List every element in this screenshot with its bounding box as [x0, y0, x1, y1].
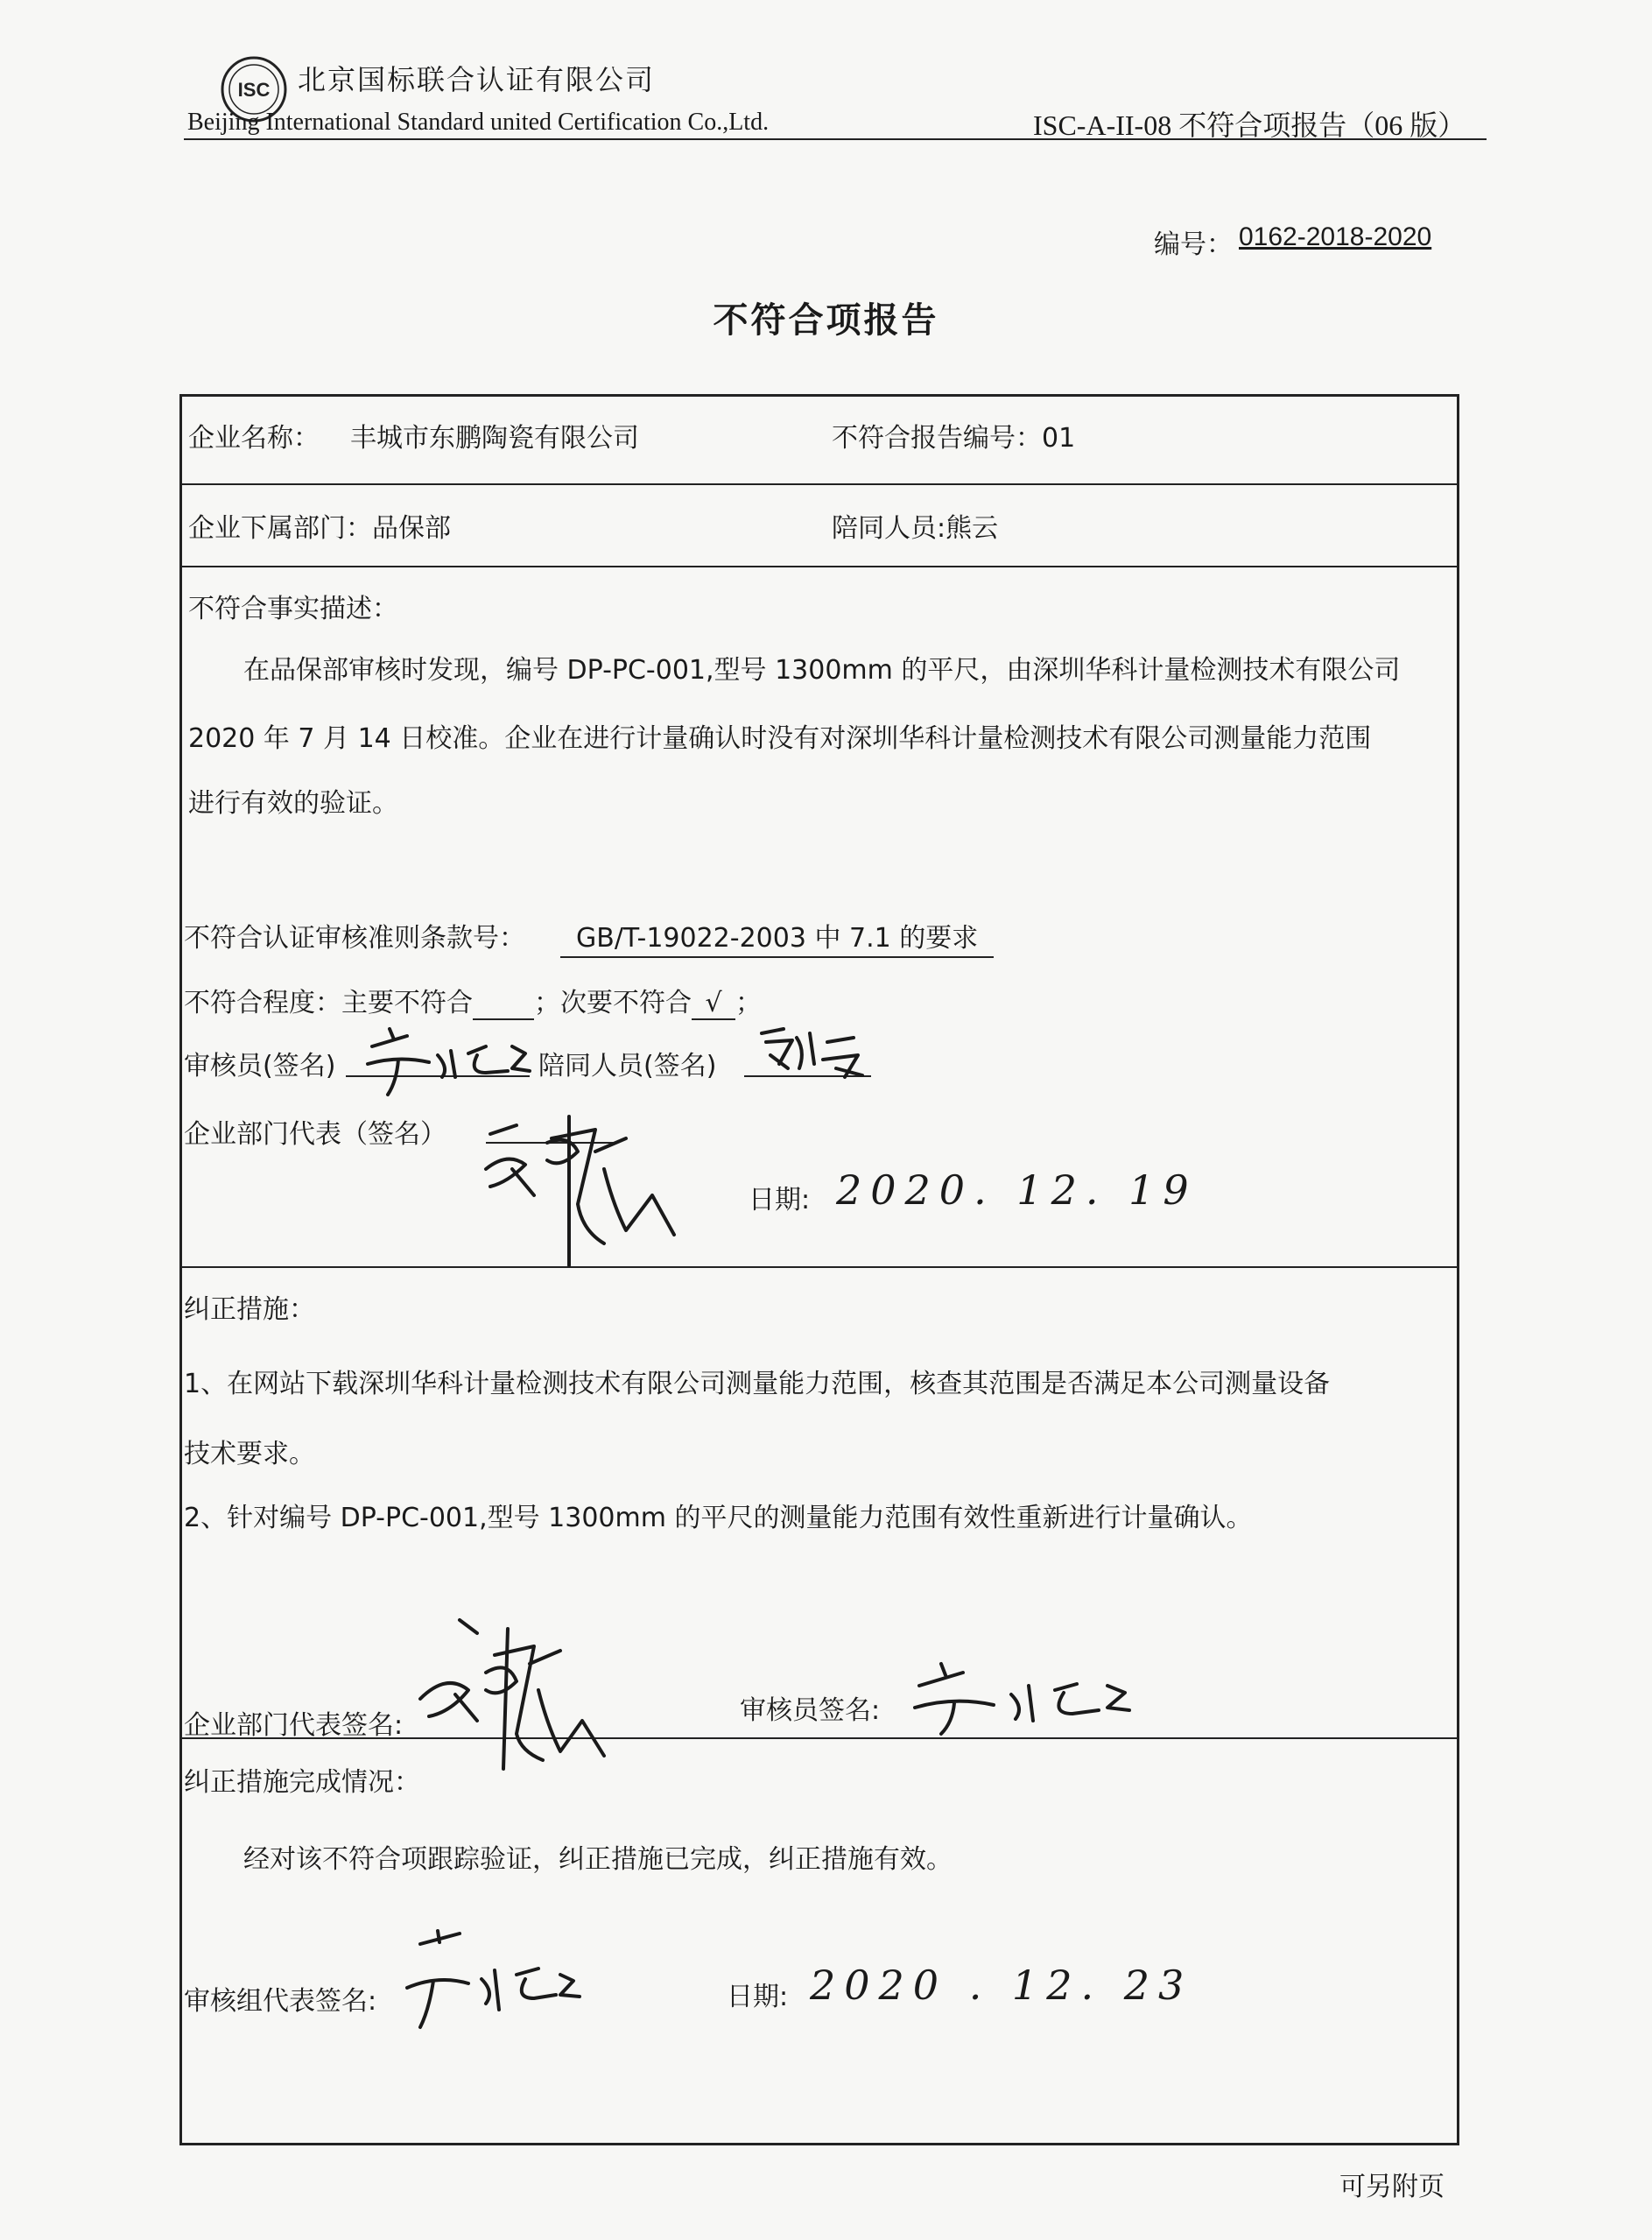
report-number-label: 编号：	[1154, 229, 1233, 260]
date-value-2: 2020 . 12. 23	[810, 1962, 1193, 2009]
footer-note: 可另附页	[1339, 2172, 1445, 2202]
nonconformity-line-1: 在品保部审核时发现，编号 DP-PC-001,型号 1300mm 的平尺，由深圳华科计量检测技术有限公司	[243, 655, 1401, 686]
nonconformity-report-number: 不符合报告编号：01	[832, 423, 1076, 454]
corrective-item-1-line-2: 技术要求。	[184, 1439, 315, 1469]
nonconformity-line-2: 2020 年 7 月 14 日校准。企业在进行计量确认时没有对深圳华科计量检测技术有限公司测量能力范围	[188, 723, 1372, 754]
row-divider	[179, 483, 1459, 485]
row-divider	[179, 1266, 1459, 1268]
corrective-rep-signature	[411, 1611, 613, 1769]
corrective-item-2: 2、针对编号 DP-PC-001,型号 1300mm 的平尺的测量能力范围有效性重新进行计量确认。	[184, 1503, 1253, 1533]
rep-sign-label: 企业部门代表（签名）	[184, 1119, 446, 1150]
completion-heading: 纠正措施完成情况：	[184, 1767, 420, 1798]
company-name-cn: 北京国标联合认证有限公司	[298, 63, 656, 96]
form-code: ISC-A-II-08 不符合项报告（06 版）	[1033, 109, 1466, 141]
degree-end: ；	[735, 988, 762, 1018]
company-name-label: 企业名称：	[188, 423, 320, 454]
clause-label: 不符合认证审核准则条款号：	[184, 923, 525, 954]
department-text: 企业下属部门：品保部	[188, 513, 451, 544]
page-title: 不符合项报告	[713, 300, 939, 341]
clause-value: GB/T-19022-2003 中 7.1 的要求	[560, 916, 994, 958]
companion-signature	[749, 1016, 880, 1095]
corrective-heading: 纠正措施：	[184, 1294, 315, 1325]
minor-check: √	[692, 988, 735, 1020]
date-value-1: 2020. 12. 19	[836, 1166, 1198, 1214]
completion-text: 经对该不符合项跟踪验证，纠正措施已完成，纠正措施有效。	[243, 1844, 953, 1875]
report-number: 0162-2018-2020	[1239, 222, 1432, 251]
major-blank	[473, 988, 534, 1020]
degree-label: 不符合程度：主要不符合	[184, 988, 473, 1018]
nonconformity-line-3: 进行有效的验证。	[188, 788, 398, 819]
corrective-rep-sign-label: 企业部门代表签名:	[184, 1710, 404, 1741]
date-label-1: 日期:	[749, 1185, 811, 1215]
row-divider	[179, 566, 1459, 567]
companion-text: 陪同人员:熊云	[832, 513, 999, 544]
companion-sign-label: 陪同人员(签名)	[538, 1051, 717, 1081]
company-name-value: 丰城市东鹏陶瓷有限公司	[350, 423, 639, 454]
nonconformity-heading: 不符合事实描述：	[188, 594, 398, 624]
corrective-item-1-line-1: 1、在网站下载深圳华科计量检测技术有限公司测量能力范围，核查其范围是否满足本公司测量设备	[184, 1369, 1331, 1399]
company-name-en: Beijing International Standard united Certification Co.,Ltd.	[187, 109, 770, 136]
logo-text: ISC	[237, 79, 271, 101]
completion-sign-label: 审核组代表签名:	[184, 1986, 377, 2017]
corrective-auditor-sign-label: 审核员签名:	[740, 1695, 881, 1726]
degree-mid: ；次要不符合	[534, 988, 692, 1018]
header-divider	[184, 138, 1487, 140]
department-rep-signature	[473, 1099, 709, 1265]
auditor-sign-label: 审核员(签名)	[184, 1051, 336, 1081]
degree-line	[184, 981, 762, 1020]
date-label-2: 日期:	[727, 1982, 789, 2012]
completion-signature	[385, 1927, 587, 2040]
corrective-auditor-signature	[902, 1659, 1156, 1738]
auditor-signature	[346, 1020, 538, 1108]
